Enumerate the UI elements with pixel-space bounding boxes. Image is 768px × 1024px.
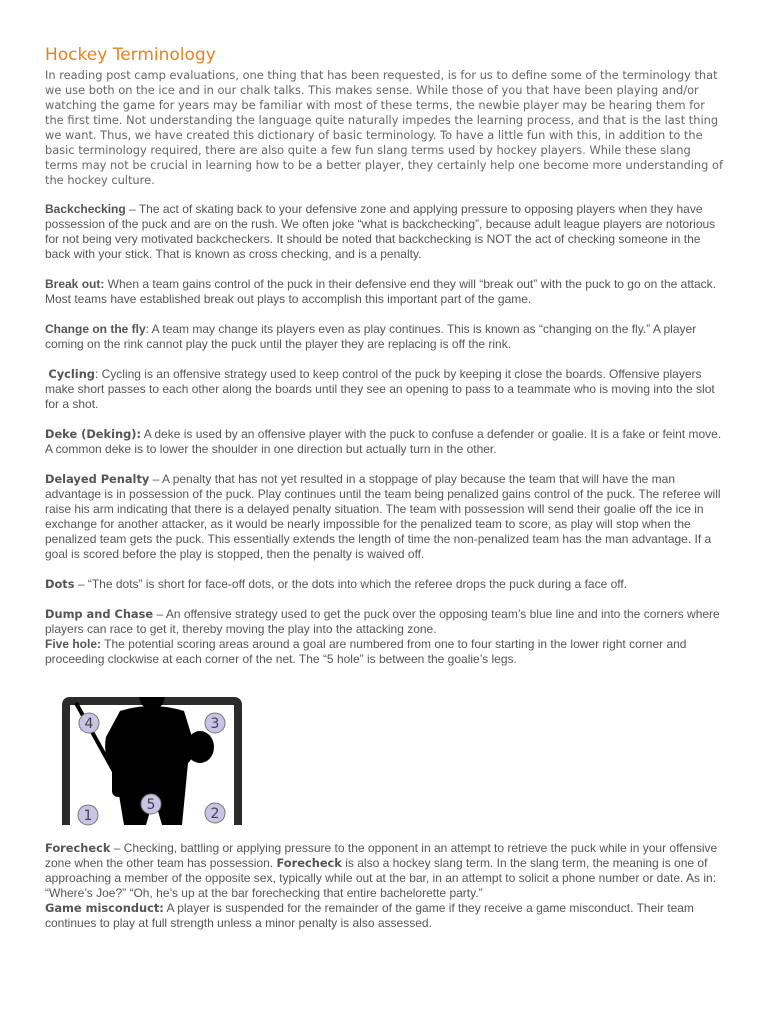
term-deke: Deke (Deking): bbox=[45, 427, 142, 441]
entry-dots bbox=[45, 577, 725, 592]
document-page bbox=[45, 44, 725, 946]
definition-dump-and-chase: – An offensive strategy used to get the puck over the opposing team’s blue line and into the corners where players can race to get it, thereby moving the play into the attacking zone. bbox=[45, 607, 720, 636]
entry-five-hole bbox=[45, 637, 725, 667]
definition-break-out: When a team gains control of the puck in their defensive end they will “break out” with the puck to go on the attack. Most teams have established break out plays to accomplish this important part of the game. bbox=[45, 277, 717, 306]
definition-deke: A deke is used by an offensive player with the puck to confuse a defender or goalie. It is a fake or feint move. A common deke is to lower the shoulder in one direction but actually turn in the other. bbox=[45, 427, 722, 456]
entry-change-on-the-fly bbox=[45, 322, 725, 352]
entry-forecheck bbox=[45, 841, 725, 901]
definition-backchecking: – The act of skating back to your defensive zone and applying pressure to opposing players when they have possession of the puck and are on the rush. We often joke “what is backchecking”, because adult league players are notorious for not being very motivated backcheckers. It should be noted that backchecking is NOT the act of checking someone in the back with your stick. That is known as cross checking, and is a penalty. bbox=[45, 202, 716, 261]
entry-backchecking bbox=[45, 202, 725, 262]
entry-break-out bbox=[45, 277, 725, 307]
marker-label-2: 2 bbox=[210, 806, 220, 822]
term-dump-and-chase: Dump and Chase bbox=[45, 607, 154, 621]
term-forecheck: Forecheck bbox=[45, 841, 111, 855]
five-hole-diagram bbox=[62, 697, 242, 827]
definition-forecheck-slang: is also a hockey slang term. In the slang term, the meaning is one of approaching a member of the opposite sex, typically while out at the bar, in an attempt to solicit a phone number or date. As in: “Where’s Joe?” “Oh, he’s up at the bar forechecking that entire bachelorette party.” bbox=[45, 856, 717, 900]
entry-deke bbox=[45, 427, 725, 457]
term-five-hole: Five hole: bbox=[45, 637, 102, 651]
term-cycling: Cycling bbox=[48, 367, 95, 381]
definition-delayed-penalty: – A penalty that has not yet resulted in a stoppage of play because the team that will have the man advantage is in possession of the puck. Play continues until the team being penalized gains control of the puck. The referee will raise his arm indicating that there is a delayed penalty situation. The team with possession will send their goalie off the ice in exchange for another attacker, as it would be nearly impossible for the penalized team to score, as play will stop when the penalized team gets the puck. This essentially extends the length of time the non-penalized team has the man advantage. If a goal is scored before the play is stopped, then the penalty is waived off. bbox=[45, 472, 721, 561]
definition-five-hole: The potential scoring areas around a goal are numbered from one to four starting in the lower right corner and proceeding clockwise at each corner of the net. The “5 hole” is between the goalie’s legs. bbox=[45, 637, 687, 666]
term-delayed-penalty: Delayed Penalty bbox=[45, 472, 150, 486]
page-title: Hockey Terminology bbox=[45, 45, 216, 65]
term-dots: Dots bbox=[45, 577, 75, 591]
marker-label-1: 1 bbox=[83, 808, 93, 824]
entry-cycling bbox=[45, 367, 725, 412]
definition-cycling: : Cycling is an offensive strategy used to keep control of the puck by keeping it close the boards. Offensive players make short passes to each other along the boards until they see an opening to pass to a teammate who is moving into the slot for a shot. bbox=[45, 367, 715, 411]
goalie-net-illustration bbox=[62, 697, 242, 827]
marker-label-5: 5 bbox=[146, 797, 156, 813]
term-change-on-the-fly: Change on the fly bbox=[45, 322, 146, 336]
term-backchecking: Backchecking bbox=[45, 202, 126, 216]
entry-game-misconduct bbox=[45, 901, 725, 931]
marker-label-4: 4 bbox=[84, 716, 94, 732]
term-game-misconduct: Game misconduct: bbox=[45, 901, 164, 915]
definition-game-misconduct: A player is suspended for the remainder of the game if they receive a game misconduct. Their team continues to play at full strength unless a minor penalty is also assessed. bbox=[45, 901, 694, 930]
intro-paragraph: In reading post camp evaluations, one thing that has been requested, is for us to define some of the terminology that we use both on the ice and in our chalk talks. This makes sense. While those of you that have been playing and/or watching the game for years may be familiar with most of these terms, the newbie player may be hearing them for the first time. Not understanding the language quite naturally impedes the learning process, and that is the last thing we want. Thus, we have created this dictionary of basic terminology. To have a little fun with this, in addition to the basic terminology required, there are also quite a few fun slang terms used by hockey players. While these slang terms may not be crucial in learning how to be a better player, they certainly help one become more understanding of the hockey culture. bbox=[45, 68, 723, 187]
definition-forecheck: – Checking, battling or applying pressure to the opponent in an attempt to retrieve the puck while in your offensive zone when the other team has possession. bbox=[45, 841, 718, 870]
term-forecheck-slang: Forecheck bbox=[276, 856, 342, 870]
definition-change-on-the-fly: : A team may change its players even as play continues. This is known as “changing on the fly.” A player coming on the rink cannot play the puck until the player they are replacing is off the rink. bbox=[45, 322, 697, 351]
marker-label-3: 3 bbox=[210, 716, 220, 732]
term-break-out: Break out: bbox=[45, 277, 105, 291]
entry-delayed-penalty bbox=[45, 472, 725, 562]
definition-dots: – “The dots” is short for face-off dots, or the dots into which the referee drops the puck during a face off. bbox=[74, 577, 628, 591]
entry-dump-and-chase bbox=[45, 607, 725, 637]
